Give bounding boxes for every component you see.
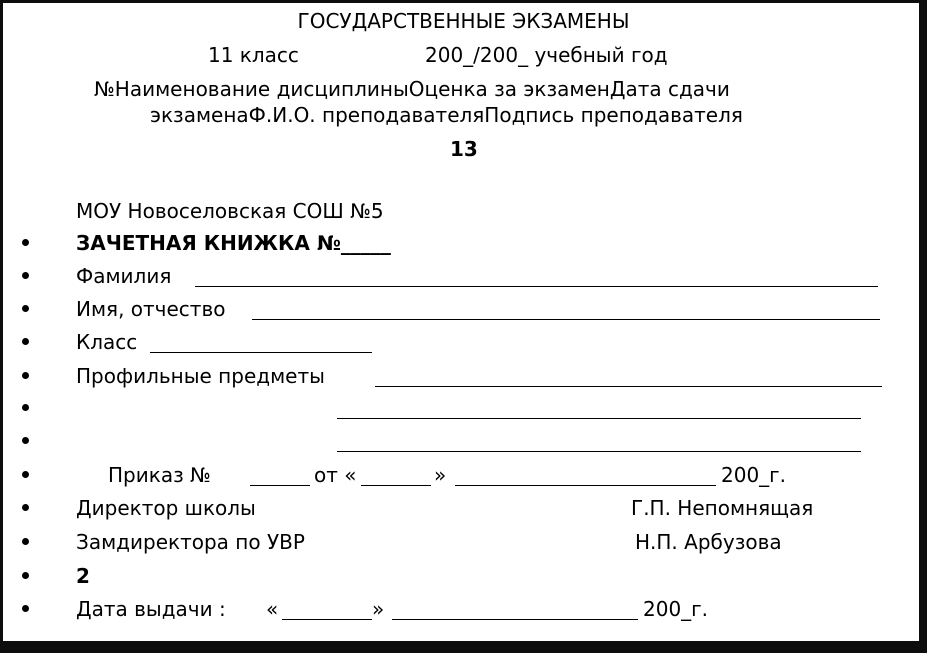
bullet-4 xyxy=(22,338,29,345)
bullet-3 xyxy=(22,305,29,312)
order-month-field[interactable] xyxy=(455,485,716,486)
bullet-10 xyxy=(22,538,29,545)
deputy-name: Н.П. Арбузова xyxy=(635,530,782,554)
issue-close-quote: » xyxy=(372,597,385,621)
bullet-12 xyxy=(22,605,29,612)
bullet-11 xyxy=(22,572,29,579)
class-field[interactable] xyxy=(150,352,372,353)
bullet-7 xyxy=(22,437,29,444)
bullet-6 xyxy=(22,404,29,411)
name-field[interactable] xyxy=(252,319,880,320)
columns-header-line1: №Наименование дисциплиныОценка за экзаменДата сдачи xyxy=(94,77,730,101)
profile-subjects-label: Профильные предметы xyxy=(76,364,325,388)
columns-header-line2: экзаменаФ.И.О. преподавателяПодпись преподавателя xyxy=(150,103,743,127)
academic-year: 200_/200_ учебный год xyxy=(425,43,668,67)
profile-subjects-field-3[interactable] xyxy=(337,451,861,452)
bullet-9 xyxy=(22,504,29,511)
director-label: Директор школы xyxy=(76,496,256,520)
order-number-field[interactable] xyxy=(250,485,310,486)
bullet-2 xyxy=(22,272,29,279)
issue-open-quote: « xyxy=(266,597,279,621)
issue-year: 200_г. xyxy=(643,597,709,621)
director-name: Г.П. Непомнящая xyxy=(631,496,814,520)
issue-date-label: Дата выдачи : xyxy=(76,597,226,621)
class-label: 11 класс xyxy=(208,43,299,67)
profile-subjects-field[interactable] xyxy=(375,386,882,387)
page-number-bottom: 2 xyxy=(76,564,90,588)
exam-title: ГОСУДАРСТВЕННЫЕ ЭКЗАМЕНЫ xyxy=(297,9,630,33)
order-close-quote: » xyxy=(434,463,447,487)
school-name: МОУ Новоселовская СОШ №5 xyxy=(76,199,384,223)
surname-label: Фамилия xyxy=(76,264,172,288)
deputy-label: Замдиректора по УВР xyxy=(76,530,305,554)
class-field-label: Класс xyxy=(76,330,138,354)
surname-field[interactable] xyxy=(195,286,878,287)
order-day-field[interactable] xyxy=(361,485,431,486)
record-book-title: ЗАЧЕТНАЯ КНИЖКА №_____ xyxy=(76,231,391,255)
page-number-top: 13 xyxy=(450,137,478,161)
bullet-8 xyxy=(22,471,29,478)
name-label: Имя, отчество xyxy=(76,297,226,321)
issue-day-field[interactable] xyxy=(282,619,372,620)
bullet-5 xyxy=(22,372,29,379)
issue-month-field[interactable] xyxy=(392,619,638,620)
bullet-1 xyxy=(22,239,29,246)
order-label: Приказ № xyxy=(108,463,211,487)
profile-subjects-field-2[interactable] xyxy=(337,418,861,419)
order-year: 200_г. xyxy=(721,463,787,487)
order-from-label: от « xyxy=(314,463,357,487)
